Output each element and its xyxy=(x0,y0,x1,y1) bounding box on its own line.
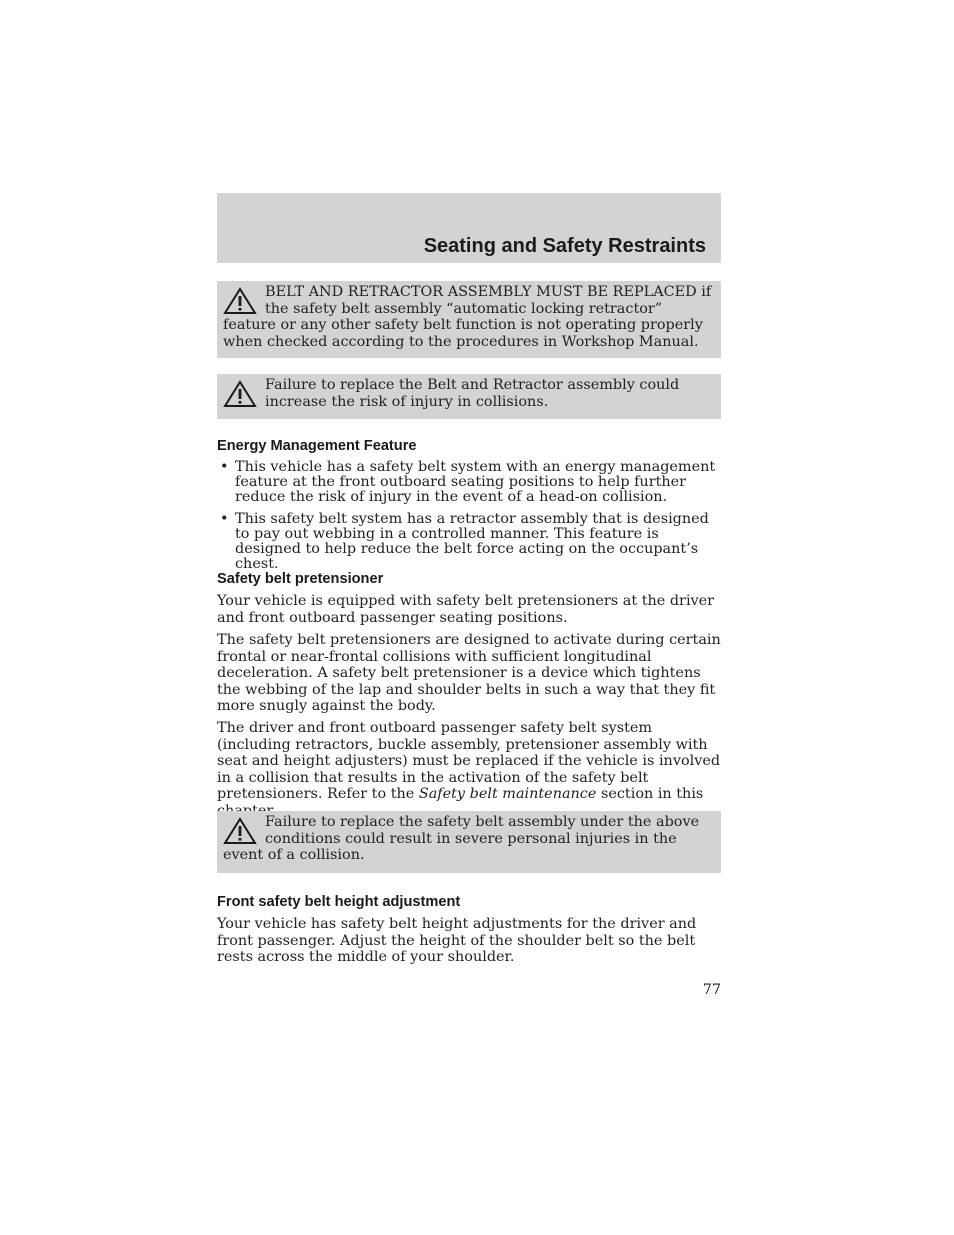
page-title: Seating and Safety Restraints xyxy=(423,235,706,257)
warning-triangle-icon xyxy=(223,380,257,408)
page-number: 77 xyxy=(702,982,721,998)
warning-triangle-icon xyxy=(223,287,257,315)
pretensioner-paragraph-2: The safety belt pretensioners are designed to activate during certain frontal or near-frontal collisions with sufficient longitudinal deceleration. A safety belt pretensioner is a device which tightens the webbing of the lap and shoulder belts in such a way that they fit more snugly against the body. xyxy=(217,632,721,714)
cross-reference: Safety belt maintenance xyxy=(418,786,597,802)
pretensioner-paragraph-1: Your vehicle is equipped with safety belt pretensioners at the driver and front outboard passenger seating positions. xyxy=(217,593,715,626)
warning-text: Failure to replace the Belt and Retractor assembly could increase the risk of injury in collisions. xyxy=(265,377,680,410)
energy-bullet-list xyxy=(217,460,721,578)
warning-box-injury xyxy=(217,374,721,419)
warning-box-severe-injury xyxy=(217,811,721,873)
height-paragraph: Your vehicle has safety belt height adjustments for the driver and front passenger. Adjust the height of the shoulder belt so the belt rests across the middle of your shoulder. xyxy=(217,916,697,965)
heading-height-adjustment: Front safety belt height adjustment xyxy=(217,894,461,910)
bullet-text: This safety belt system has a retractor assembly that is designed to pay out webbing in a controlled manner. This feature is designed to help reduce the belt force acting on the occupant’s chest. xyxy=(235,510,709,573)
section-header-band xyxy=(217,193,721,263)
warning-triangle-icon xyxy=(223,817,257,845)
warning-box-retractor xyxy=(217,281,721,358)
list-item: • This vehicle has a safety belt system with an energy management feature at the front outboard seating positions to help further reduce the risk of injury in the event of a head-on collision. xyxy=(220,459,716,506)
warning-text: BELT AND RETRACTOR ASSEMBLY MUST BE REPLACED if the safety belt assembly “automatic locking retractor” feature or any other safety belt function is not operating properly when checked according to the procedures in Workshop Manual. xyxy=(223,284,712,350)
heading-energy-management: Energy Management Feature xyxy=(217,438,417,454)
bullet-text: This vehicle has a safety belt system with an energy management feature at the front outboard seating positions to help further reduce the risk of injury in the event of a head-on collision. xyxy=(235,459,716,506)
paragraph-text: section in this xyxy=(600,786,704,802)
pretensioner-paragraph-3 xyxy=(217,720,721,819)
list-item: • This safety belt system has a retractor assembly that is designed to pay out webbing in a controlled manner. This feature is designed to help reduce the belt force acting on the occupant’s chest. xyxy=(220,510,709,573)
warning-text: Failure to replace the safety belt assembly under the above conditions could result in severe personal injuries in the event of a collision. xyxy=(223,814,700,863)
paragraph-text: The driver and front outboard passenger safety belt system (including retractors, buckle assembly, pretensioner assembly with seat and height adjusters) must be replaced if the vehicle is involved in a collision that results in the activation of the safety belt pretensioners. Refer to the xyxy=(217,720,721,802)
heading-pretensioner: Safety belt pretensioner xyxy=(217,571,384,587)
